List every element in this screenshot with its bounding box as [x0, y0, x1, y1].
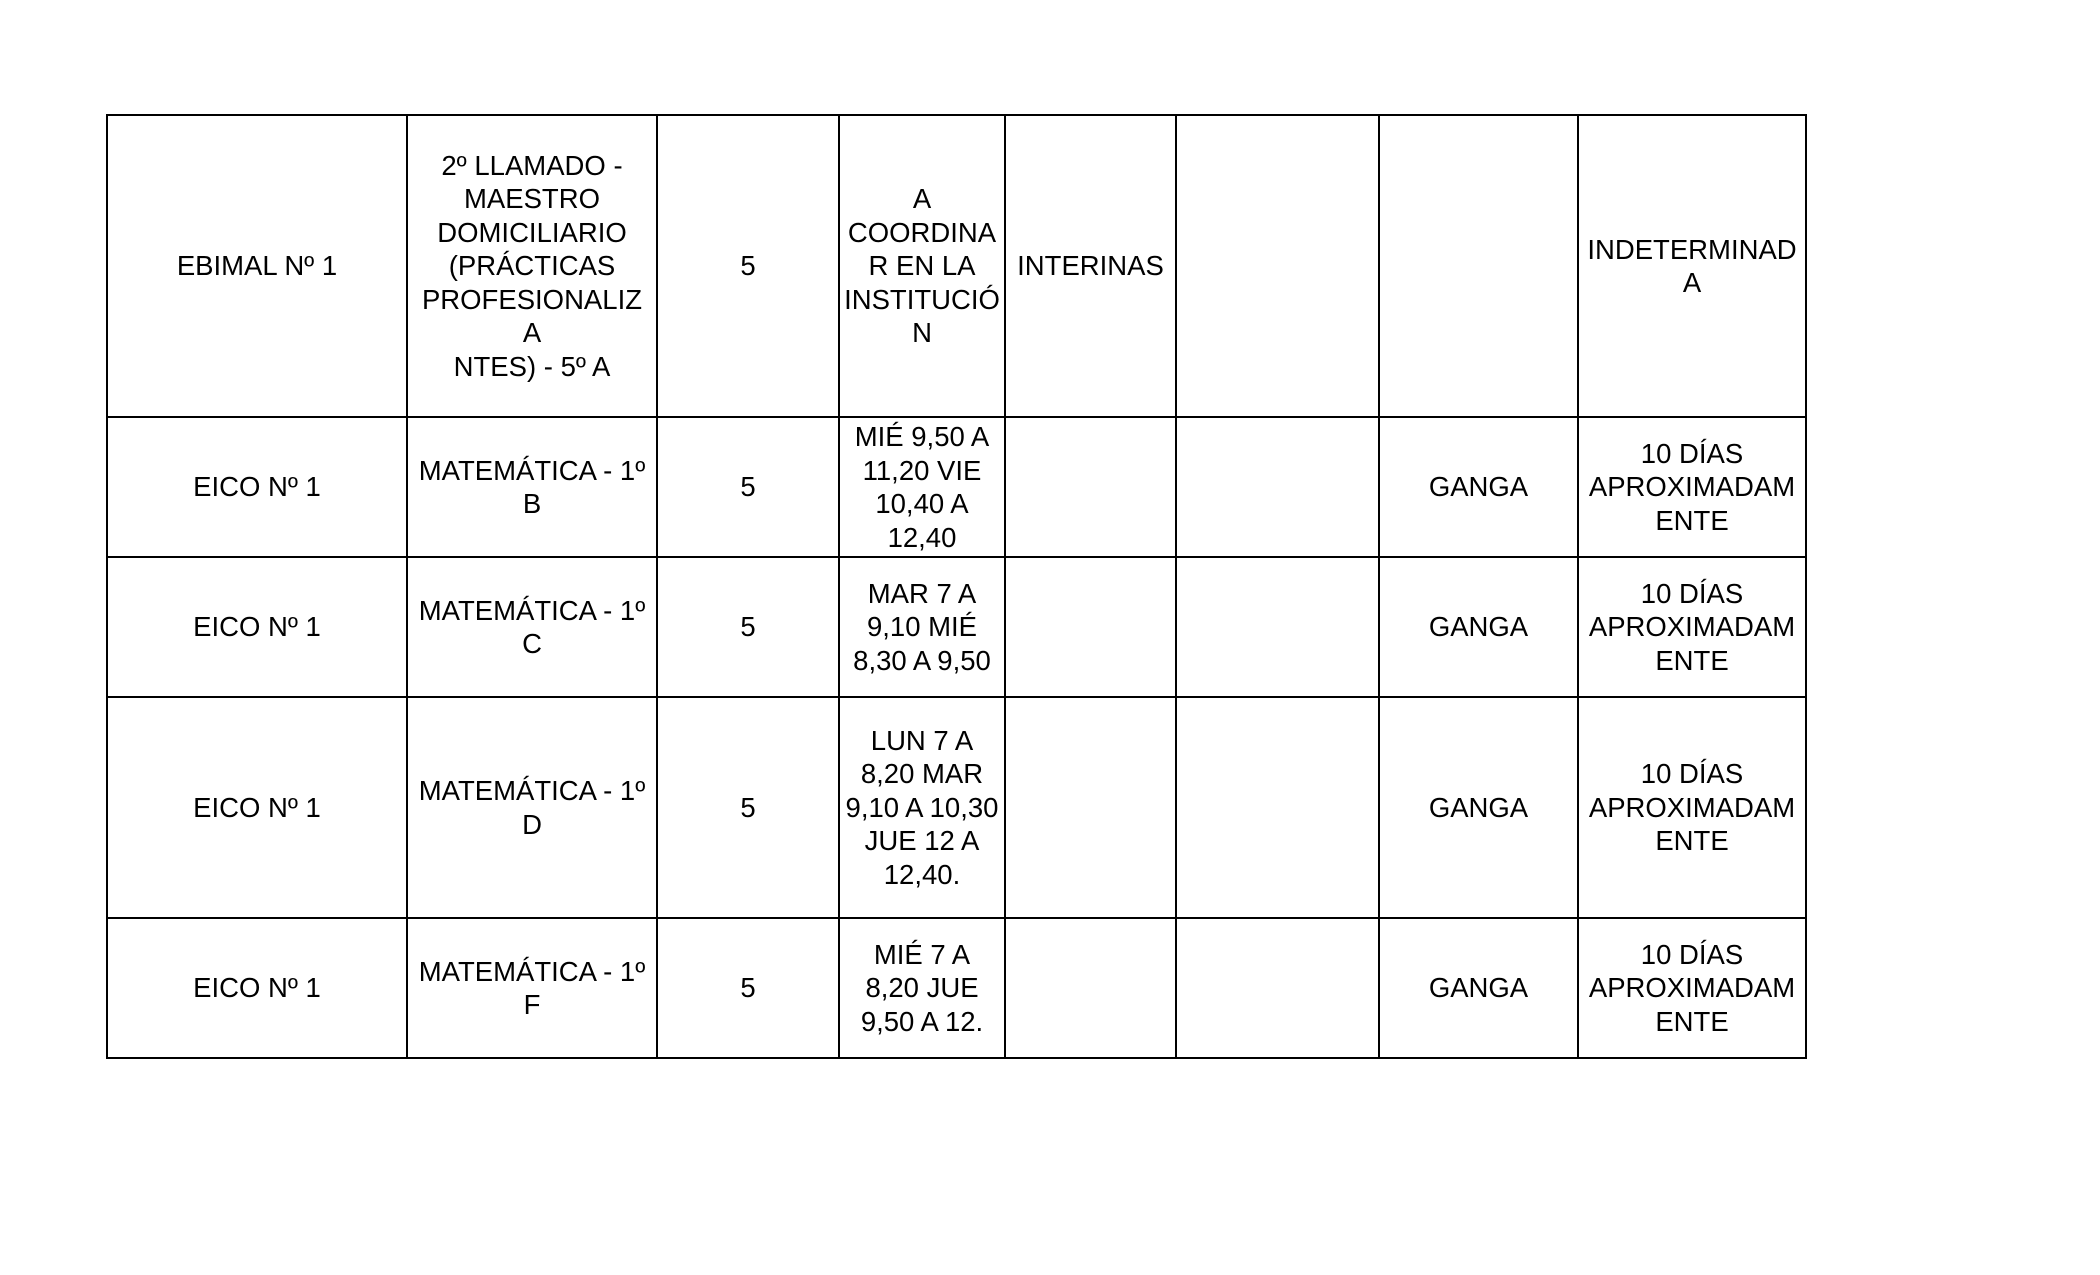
schedule-cell: LUN 7 A 8,20 MAR 9,10 A 10,30 JUE 12 A 12,40.	[839, 697, 1005, 918]
reason-cell: GANGA	[1379, 417, 1578, 557]
schedule-cell: MIÉ 7 A 8,20 JUE 9,50 A 12.	[839, 918, 1005, 1058]
empty-cell	[1176, 417, 1379, 557]
institution-cell: EICO Nº 1	[107, 918, 407, 1058]
type-cell	[1005, 417, 1176, 557]
empty-cell	[1176, 115, 1379, 417]
type-cell	[1005, 918, 1176, 1058]
reason-cell: GANGA	[1379, 557, 1578, 697]
schedule-cell: A COORDINA R EN LA INSTITUCIÓ N	[839, 115, 1005, 417]
institution-cell: EICO Nº 1	[107, 417, 407, 557]
subject-cell: MATEMÁTICA - 1º B	[407, 417, 657, 557]
duration-cell: 10 DÍAS APROXIMADAM ENTE	[1578, 918, 1806, 1058]
empty-cell	[1176, 557, 1379, 697]
duration-cell: 10 DÍAS APROXIMADAM ENTE	[1578, 697, 1806, 918]
type-cell	[1005, 697, 1176, 918]
hours-cell: 5	[657, 115, 839, 417]
subject-cell: MATEMÁTICA - 1º D	[407, 697, 657, 918]
duration-cell: 10 DÍAS APROXIMADAM ENTE	[1578, 557, 1806, 697]
institution-cell: EICO Nº 1	[107, 697, 407, 918]
institution-cell: EICO Nº 1	[107, 557, 407, 697]
type-cell: INTERINAS	[1005, 115, 1176, 417]
institution-cell: EBIMAL Nº 1	[107, 115, 407, 417]
schedule-cell: MAR 7 A 9,10 MIÉ 8,30 A 9,50	[839, 557, 1005, 697]
empty-cell	[1176, 918, 1379, 1058]
schedule-cell: MIÉ 9,50 A 11,20 VIE 10,40 A 12,40	[839, 417, 1005, 557]
hours-cell: 5	[657, 697, 839, 918]
table-row	[107, 417, 1806, 557]
table-row	[107, 115, 1806, 417]
reason-cell: GANGA	[1379, 697, 1578, 918]
reason-cell	[1379, 115, 1578, 417]
duration-cell: INDETERMINAD A	[1578, 115, 1806, 417]
hours-cell: 5	[657, 918, 839, 1058]
type-cell	[1005, 557, 1176, 697]
reason-cell: GANGA	[1379, 918, 1578, 1058]
vacancy-table	[106, 114, 1807, 1059]
subject-cell: 2º LLAMADO - MAESTRO DOMICILIARIO (PRÁCTICAS PROFESIONALIZA NTES) - 5º A	[407, 115, 657, 417]
subject-cell: MATEMÁTICA - 1º F	[407, 918, 657, 1058]
table-row	[107, 918, 1806, 1058]
table-row	[107, 697, 1806, 918]
hours-cell: 5	[657, 417, 839, 557]
hours-cell: 5	[657, 557, 839, 697]
duration-cell: 10 DÍAS APROXIMADAM ENTE	[1578, 417, 1806, 557]
table-row	[107, 557, 1806, 697]
empty-cell	[1176, 697, 1379, 918]
subject-cell: MATEMÁTICA - 1º C	[407, 557, 657, 697]
